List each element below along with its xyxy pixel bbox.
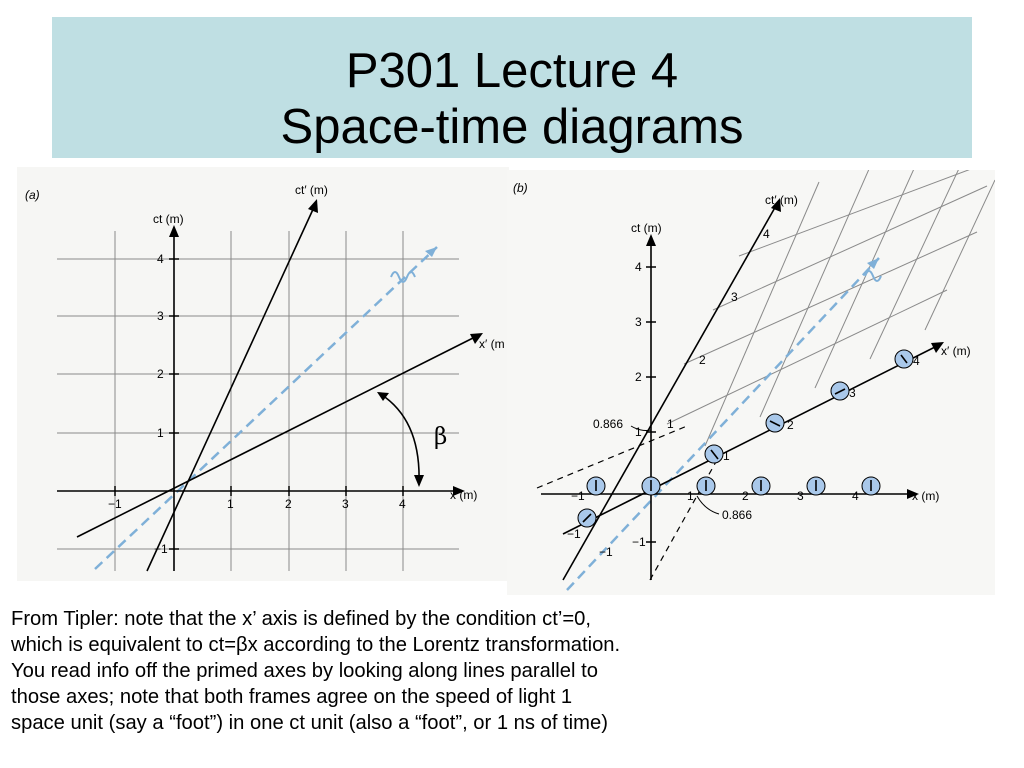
ct-axis-label: ct (m) bbox=[153, 212, 184, 226]
title-banner bbox=[52, 17, 972, 158]
x-tick-label: 1 bbox=[687, 489, 694, 503]
y-tick-label: 1 bbox=[157, 426, 164, 440]
figure-b-diagram bbox=[507, 170, 995, 600]
x-prime-tick-label: 3 bbox=[849, 386, 856, 400]
x-tick-label: 2 bbox=[742, 489, 749, 503]
y-tick-label: −1 bbox=[154, 542, 168, 556]
x-tick-label: 2 bbox=[285, 497, 292, 511]
x-tick-label: −1 bbox=[108, 497, 122, 511]
x-axis-label: x (m) bbox=[450, 488, 478, 502]
y-tick-label: 1 bbox=[635, 425, 642, 439]
y-tick-label: 4 bbox=[157, 252, 164, 266]
x-tick-label: 4 bbox=[399, 497, 406, 511]
y-tick-label: 4 bbox=[635, 260, 642, 274]
x-prime-tick-label: 1 bbox=[723, 449, 730, 463]
x-prime-axis-label: x′ (m bbox=[479, 337, 505, 351]
y-tick-label: 2 bbox=[157, 367, 164, 381]
x-tick-label: 3 bbox=[797, 489, 804, 503]
caption-line: You read info off the primed axes by looking along lines parallel to bbox=[11, 660, 598, 682]
y-tick-label: 3 bbox=[157, 309, 164, 323]
x-prime-tick-label: 2 bbox=[787, 418, 794, 432]
ct-prime-axis-label: ct′ (m) bbox=[295, 183, 328, 197]
caption-text bbox=[11, 606, 1011, 736]
slide-subtitle: Space-time diagrams bbox=[280, 100, 744, 154]
x-prime-axis-label: x′ (m) bbox=[941, 344, 971, 358]
fig-b-panel-label: (b) bbox=[513, 181, 528, 195]
ct-prime-neg-tick-label: −1 bbox=[599, 545, 613, 559]
caption-line: which is equivalent to ct=βx according to the Lorentz transformation. bbox=[11, 634, 621, 656]
caption-line: From Tipler: note that the x’ axis is defined by the condition ct’=0, bbox=[11, 608, 591, 630]
caption-line: space unit (say a “foot”) in one ct unit (also a “foot”, or 1 ns of time) bbox=[11, 712, 608, 734]
x-tick-label: 4 bbox=[852, 489, 859, 503]
x-tick-label: −1 bbox=[571, 489, 585, 503]
ct-prime-axis-label: ct′ (m) bbox=[765, 193, 798, 207]
figure-a-diagram bbox=[17, 167, 509, 586]
x-tick-label: 1 bbox=[227, 497, 234, 511]
annotation-lower: 0.866 bbox=[722, 508, 753, 522]
ct-axis-label: ct (m) bbox=[631, 221, 662, 235]
slide-title: P301 Lecture 4 bbox=[345, 44, 679, 98]
caption-line: those axes; note that both frames agree on the speed of light 1 bbox=[11, 686, 573, 708]
x-tick-label: 3 bbox=[342, 497, 349, 511]
x-axis-label: x (m) bbox=[912, 489, 940, 503]
ct-prime-tick-label: 3 bbox=[731, 290, 738, 304]
y-tick-label: 3 bbox=[635, 315, 642, 329]
ct-prime-tick-label: 1 bbox=[667, 417, 674, 431]
x-prime-tick-label: 4 bbox=[913, 354, 920, 368]
ct-prime-tick-label: 4 bbox=[763, 227, 770, 241]
fig-a-panel-label: (a) bbox=[25, 188, 40, 202]
y-tick-label: 2 bbox=[635, 370, 642, 384]
ct-prime-tick-label: 2 bbox=[699, 353, 706, 367]
y-tick-label: −1 bbox=[632, 535, 646, 549]
x-prime-neg-tick-label: −1 bbox=[567, 527, 581, 541]
annotation-upper: 0.866 bbox=[593, 417, 624, 431]
beta-label: β bbox=[434, 424, 448, 450]
